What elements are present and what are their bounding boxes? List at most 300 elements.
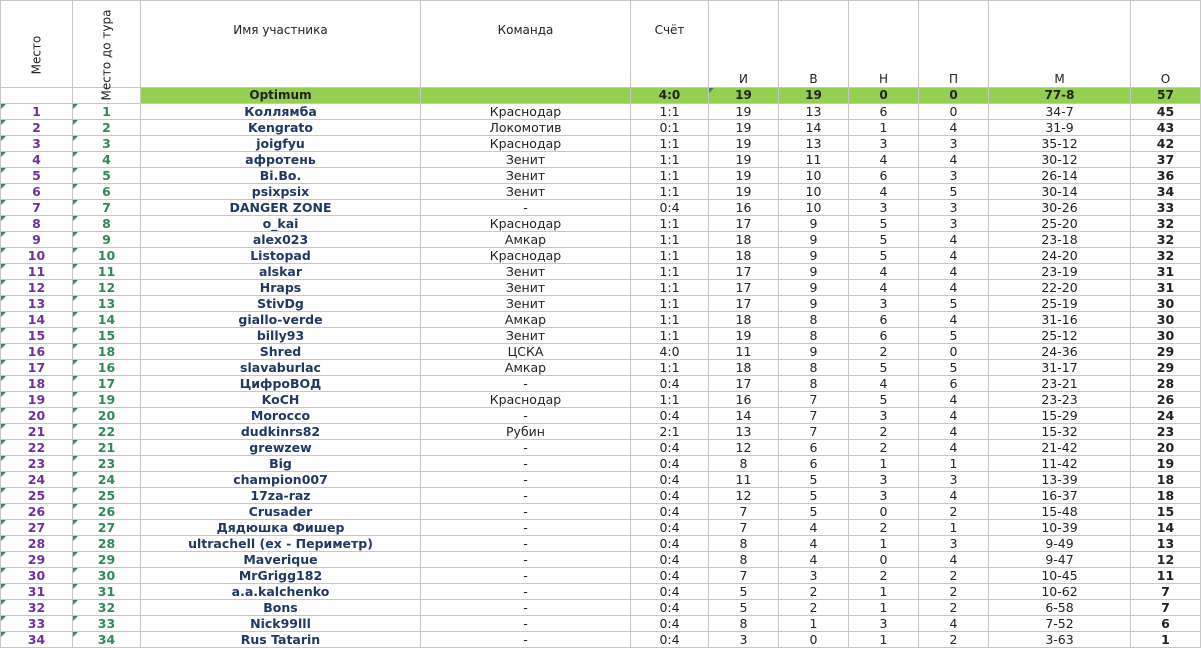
row-draws: 5 bbox=[849, 216, 919, 232]
row-points: 20 bbox=[1131, 440, 1201, 456]
row-prev-place: 6 bbox=[73, 184, 141, 200]
row-prev-place: 1 bbox=[73, 104, 141, 120]
row-games: 17 bbox=[709, 280, 779, 296]
row-team: - bbox=[421, 568, 631, 584]
row-name: Morocco bbox=[141, 408, 421, 424]
row-prev-place: 20 bbox=[73, 408, 141, 424]
row-place: 31 bbox=[1, 584, 73, 600]
row-name: Коллямба bbox=[141, 104, 421, 120]
row-team: ЦСКА bbox=[421, 344, 631, 360]
row-points: 34 bbox=[1131, 184, 1201, 200]
header-place bbox=[1, 1, 73, 88]
row-score: 1:1 bbox=[631, 168, 709, 184]
row-score: 0:4 bbox=[631, 440, 709, 456]
row-points: 31 bbox=[1131, 264, 1201, 280]
row-games: 19 bbox=[709, 136, 779, 152]
header-wins: В bbox=[779, 1, 849, 88]
table-row bbox=[1, 520, 1201, 536]
row-team: - bbox=[421, 632, 631, 648]
row-goals: 15-29 bbox=[989, 408, 1131, 424]
row-points: 30 bbox=[1131, 296, 1201, 312]
row-wins: 9 bbox=[779, 248, 849, 264]
row-games: 19 bbox=[709, 328, 779, 344]
row-goals: 15-48 bbox=[989, 504, 1131, 520]
row-team: - bbox=[421, 456, 631, 472]
row-draws: 2 bbox=[849, 440, 919, 456]
row-prev-place: 21 bbox=[73, 440, 141, 456]
row-team: Локомотив bbox=[421, 120, 631, 136]
row-wins: 1 bbox=[779, 616, 849, 632]
row-losses: 4 bbox=[919, 424, 989, 440]
row-place: 27 bbox=[1, 520, 73, 536]
row-points: 12 bbox=[1131, 552, 1201, 568]
row-score: 0:4 bbox=[631, 408, 709, 424]
table-row bbox=[1, 360, 1201, 376]
row-score: 0:4 bbox=[631, 504, 709, 520]
row-draws: 6 bbox=[849, 312, 919, 328]
row-score: 0:4 bbox=[631, 632, 709, 648]
row-games: 7 bbox=[709, 568, 779, 584]
row-score: 0:4 bbox=[631, 600, 709, 616]
row-name: giallo-verde bbox=[141, 312, 421, 328]
row-prev-place: 16 bbox=[73, 360, 141, 376]
row-goals: 25-19 bbox=[989, 296, 1131, 312]
row-goals: 23-23 bbox=[989, 392, 1131, 408]
row-wins: 10 bbox=[779, 184, 849, 200]
row-place: 6 bbox=[1, 184, 73, 200]
row-losses: 4 bbox=[919, 552, 989, 568]
row-losses: 5 bbox=[919, 184, 989, 200]
row-wins: 6 bbox=[779, 456, 849, 472]
row-points: 42 bbox=[1131, 136, 1201, 152]
table-row bbox=[1, 552, 1201, 568]
table-row bbox=[1, 104, 1201, 120]
row-place: 10 bbox=[1, 248, 73, 264]
row-score: 1:1 bbox=[631, 104, 709, 120]
row-games: 18 bbox=[709, 360, 779, 376]
row-name: Bons bbox=[141, 600, 421, 616]
row-name: Crusader bbox=[141, 504, 421, 520]
row-prev-place: 33 bbox=[73, 616, 141, 632]
table-row bbox=[1, 568, 1201, 584]
row-draws: 3 bbox=[849, 488, 919, 504]
row-draws: 5 bbox=[849, 248, 919, 264]
row-games: 19 bbox=[709, 104, 779, 120]
row-draws: 1 bbox=[849, 584, 919, 600]
row-name: champion007 bbox=[141, 472, 421, 488]
row-wins: 3 bbox=[779, 568, 849, 584]
row-goals: 30-12 bbox=[989, 152, 1131, 168]
row-prev-place: 17 bbox=[73, 376, 141, 392]
row-draws: 4 bbox=[849, 184, 919, 200]
row-score: 0:1 bbox=[631, 120, 709, 136]
row-score: 0:4 bbox=[631, 616, 709, 632]
row-name: slavaburlac bbox=[141, 360, 421, 376]
row-score: 1:1 bbox=[631, 360, 709, 376]
row-draws: 3 bbox=[849, 616, 919, 632]
table-row bbox=[1, 536, 1201, 552]
row-points: 36 bbox=[1131, 168, 1201, 184]
table-row bbox=[1, 216, 1201, 232]
row-losses: 4 bbox=[919, 232, 989, 248]
row-place: 25 bbox=[1, 488, 73, 504]
row-losses: 3 bbox=[919, 168, 989, 184]
row-games: 18 bbox=[709, 312, 779, 328]
table-row bbox=[1, 408, 1201, 424]
row-score: 1:1 bbox=[631, 392, 709, 408]
row-place: 18 bbox=[1, 376, 73, 392]
row-games: 19 bbox=[709, 120, 779, 136]
row-points: 19 bbox=[1131, 456, 1201, 472]
row-wins: 6 bbox=[779, 440, 849, 456]
table-row bbox=[1, 616, 1201, 632]
table-row bbox=[1, 392, 1201, 408]
row-goals: 25-20 bbox=[989, 216, 1131, 232]
row-wins: 9 bbox=[779, 216, 849, 232]
row-team: Краснодар bbox=[421, 136, 631, 152]
row-goals: 35-12 bbox=[989, 136, 1131, 152]
header-prev-place bbox=[73, 1, 141, 101]
row-games: 8 bbox=[709, 536, 779, 552]
row-score: 0:4 bbox=[631, 584, 709, 600]
row-place: 26 bbox=[1, 504, 73, 520]
row-prev-place: 24 bbox=[73, 472, 141, 488]
row-goals: 21-42 bbox=[989, 440, 1131, 456]
row-wins: 9 bbox=[779, 296, 849, 312]
row-points: 24 bbox=[1131, 408, 1201, 424]
table-row bbox=[1, 120, 1201, 136]
row-losses: 4 bbox=[919, 616, 989, 632]
row-games: 8 bbox=[709, 456, 779, 472]
row-team: - bbox=[421, 552, 631, 568]
row-wins: 8 bbox=[779, 376, 849, 392]
row-goals: 31-9 bbox=[989, 120, 1131, 136]
row-losses: 3 bbox=[919, 472, 989, 488]
leader-games: 19 bbox=[709, 88, 779, 104]
row-name: DANGER ZONE bbox=[141, 200, 421, 216]
row-losses: 2 bbox=[919, 632, 989, 648]
row-games: 5 bbox=[709, 600, 779, 616]
row-wins: 9 bbox=[779, 264, 849, 280]
row-points: 7 bbox=[1131, 600, 1201, 616]
row-prev-place: 23 bbox=[73, 456, 141, 472]
row-goals: 24-20 bbox=[989, 248, 1131, 264]
row-points: 33 bbox=[1131, 200, 1201, 216]
row-losses: 5 bbox=[919, 296, 989, 312]
row-games: 11 bbox=[709, 344, 779, 360]
leader-draws: 0 bbox=[849, 88, 919, 104]
row-team: Зенит bbox=[421, 168, 631, 184]
row-losses: 3 bbox=[919, 536, 989, 552]
table-row bbox=[1, 472, 1201, 488]
row-prev-place: 8 bbox=[73, 216, 141, 232]
row-team: - bbox=[421, 440, 631, 456]
row-losses: 6 bbox=[919, 376, 989, 392]
row-points: 7 bbox=[1131, 584, 1201, 600]
row-name: Listopad bbox=[141, 248, 421, 264]
row-name: 17za-raz bbox=[141, 488, 421, 504]
row-draws: 1 bbox=[849, 536, 919, 552]
row-prev-place: 22 bbox=[73, 424, 141, 440]
row-wins: 14 bbox=[779, 120, 849, 136]
row-points: 32 bbox=[1131, 232, 1201, 248]
table-row bbox=[1, 280, 1201, 296]
row-team: Амкар bbox=[421, 232, 631, 248]
row-team: - bbox=[421, 584, 631, 600]
row-points: 26 bbox=[1131, 392, 1201, 408]
row-points: 43 bbox=[1131, 120, 1201, 136]
row-losses: 4 bbox=[919, 440, 989, 456]
row-losses: 5 bbox=[919, 328, 989, 344]
leader-team bbox=[421, 88, 631, 104]
row-goals: 30-26 bbox=[989, 200, 1131, 216]
leader-score: 4:0 bbox=[631, 88, 709, 104]
row-name: Nick99lll bbox=[141, 616, 421, 632]
row-team: - bbox=[421, 504, 631, 520]
row-draws: 2 bbox=[849, 424, 919, 440]
row-name: KoCH bbox=[141, 392, 421, 408]
row-goals: 15-32 bbox=[989, 424, 1131, 440]
row-score: 1:1 bbox=[631, 312, 709, 328]
row-draws: 4 bbox=[849, 376, 919, 392]
row-losses: 4 bbox=[919, 152, 989, 168]
row-score: 0:4 bbox=[631, 552, 709, 568]
row-team: Краснодар bbox=[421, 216, 631, 232]
row-name: psixpsix bbox=[141, 184, 421, 200]
row-score: 0:4 bbox=[631, 488, 709, 504]
row-games: 19 bbox=[709, 184, 779, 200]
row-draws: 2 bbox=[849, 568, 919, 584]
row-name: dudkinrs82 bbox=[141, 424, 421, 440]
row-points: 30 bbox=[1131, 328, 1201, 344]
row-score: 0:4 bbox=[631, 472, 709, 488]
row-points: 1 bbox=[1131, 632, 1201, 648]
row-games: 5 bbox=[709, 584, 779, 600]
row-place: 33 bbox=[1, 616, 73, 632]
row-place: 23 bbox=[1, 456, 73, 472]
table-row bbox=[1, 328, 1201, 344]
row-prev-place: 19 bbox=[73, 392, 141, 408]
row-prev-place: 10 bbox=[73, 248, 141, 264]
row-losses: 3 bbox=[919, 216, 989, 232]
row-losses: 2 bbox=[919, 584, 989, 600]
row-team: Рубин bbox=[421, 424, 631, 440]
row-name: Rus Tatarin bbox=[141, 632, 421, 648]
row-place: 11 bbox=[1, 264, 73, 280]
header-points: О bbox=[1131, 1, 1201, 88]
row-goals: 31-16 bbox=[989, 312, 1131, 328]
table-row bbox=[1, 344, 1201, 360]
table-row bbox=[1, 376, 1201, 392]
row-wins: 7 bbox=[779, 408, 849, 424]
row-wins: 11 bbox=[779, 152, 849, 168]
header-name: Имя участника bbox=[141, 1, 421, 88]
row-points: 31 bbox=[1131, 280, 1201, 296]
row-losses: 3 bbox=[919, 200, 989, 216]
row-draws: 4 bbox=[849, 264, 919, 280]
row-team: Зенит bbox=[421, 264, 631, 280]
row-points: 37 bbox=[1131, 152, 1201, 168]
row-draws: 1 bbox=[849, 120, 919, 136]
table-row bbox=[1, 264, 1201, 280]
row-team: - bbox=[421, 376, 631, 392]
table-row bbox=[1, 424, 1201, 440]
row-team: - bbox=[421, 600, 631, 616]
row-prev-place: 11 bbox=[73, 264, 141, 280]
row-draws: 0 bbox=[849, 504, 919, 520]
row-name: ultrachell (ex - Периметр) bbox=[141, 536, 421, 552]
row-wins: 5 bbox=[779, 488, 849, 504]
row-team: Амкар bbox=[421, 360, 631, 376]
leader-row bbox=[1, 88, 1201, 104]
row-wins: 2 bbox=[779, 600, 849, 616]
row-prev-place: 34 bbox=[73, 632, 141, 648]
row-wins: 4 bbox=[779, 552, 849, 568]
row-draws: 2 bbox=[849, 344, 919, 360]
row-draws: 1 bbox=[849, 632, 919, 648]
row-wins: 8 bbox=[779, 328, 849, 344]
row-place: 4 bbox=[1, 152, 73, 168]
row-team: - bbox=[421, 536, 631, 552]
row-games: 17 bbox=[709, 216, 779, 232]
row-games: 7 bbox=[709, 520, 779, 536]
row-place: 24 bbox=[1, 472, 73, 488]
row-goals: 24-36 bbox=[989, 344, 1131, 360]
row-score: 1:1 bbox=[631, 136, 709, 152]
row-goals: 23-19 bbox=[989, 264, 1131, 280]
row-place: 14 bbox=[1, 312, 73, 328]
row-score: 1:1 bbox=[631, 184, 709, 200]
row-losses: 4 bbox=[919, 408, 989, 424]
row-team: - bbox=[421, 520, 631, 536]
row-goals: 13-39 bbox=[989, 472, 1131, 488]
row-games: 19 bbox=[709, 152, 779, 168]
row-name: MrGrigg182 bbox=[141, 568, 421, 584]
row-goals: 26-14 bbox=[989, 168, 1131, 184]
row-games: 12 bbox=[709, 488, 779, 504]
table-row bbox=[1, 600, 1201, 616]
row-prev-place: 3 bbox=[73, 136, 141, 152]
row-wins: 8 bbox=[779, 360, 849, 376]
row-score: 0:4 bbox=[631, 376, 709, 392]
row-name: alex023 bbox=[141, 232, 421, 248]
row-games: 8 bbox=[709, 616, 779, 632]
row-losses: 4 bbox=[919, 392, 989, 408]
row-goals: 16-37 bbox=[989, 488, 1131, 504]
row-draws: 5 bbox=[849, 232, 919, 248]
row-points: 32 bbox=[1131, 248, 1201, 264]
row-score: 4:0 bbox=[631, 344, 709, 360]
row-place: 16 bbox=[1, 344, 73, 360]
row-points: 32 bbox=[1131, 216, 1201, 232]
row-score: 0:4 bbox=[631, 568, 709, 584]
leader-name: Optimum bbox=[141, 88, 421, 104]
row-draws: 3 bbox=[849, 296, 919, 312]
row-place: 17 bbox=[1, 360, 73, 376]
row-draws: 4 bbox=[849, 152, 919, 168]
row-prev-place: 7 bbox=[73, 200, 141, 216]
table-row bbox=[1, 232, 1201, 248]
row-score: 0:4 bbox=[631, 536, 709, 552]
row-losses: 4 bbox=[919, 312, 989, 328]
row-goals: 11-42 bbox=[989, 456, 1131, 472]
row-goals: 7-52 bbox=[989, 616, 1131, 632]
row-name: Bi.Bo. bbox=[141, 168, 421, 184]
row-points: 29 bbox=[1131, 344, 1201, 360]
row-points: 23 bbox=[1131, 424, 1201, 440]
row-games: 13 bbox=[709, 424, 779, 440]
row-losses: 2 bbox=[919, 600, 989, 616]
row-prev-place: 12 bbox=[73, 280, 141, 296]
row-losses: 1 bbox=[919, 456, 989, 472]
row-score: 0:4 bbox=[631, 520, 709, 536]
table-row bbox=[1, 152, 1201, 168]
row-name: StivDg bbox=[141, 296, 421, 312]
row-goals: 6-58 bbox=[989, 600, 1131, 616]
leader-points: 57 bbox=[1131, 88, 1201, 104]
row-points: 13 bbox=[1131, 536, 1201, 552]
row-prev-place: 15 bbox=[73, 328, 141, 344]
row-place: 34 bbox=[1, 632, 73, 648]
row-points: 15 bbox=[1131, 504, 1201, 520]
row-games: 8 bbox=[709, 552, 779, 568]
row-team: - bbox=[421, 488, 631, 504]
row-goals: 31-17 bbox=[989, 360, 1131, 376]
row-games: 16 bbox=[709, 200, 779, 216]
row-wins: 4 bbox=[779, 520, 849, 536]
row-losses: 3 bbox=[919, 136, 989, 152]
row-name: Big bbox=[141, 456, 421, 472]
row-wins: 10 bbox=[779, 168, 849, 184]
row-draws: 5 bbox=[849, 360, 919, 376]
row-goals: 30-14 bbox=[989, 184, 1131, 200]
row-name: афротень bbox=[141, 152, 421, 168]
row-wins: 4 bbox=[779, 536, 849, 552]
row-prev-place: 2 bbox=[73, 120, 141, 136]
row-prev-place: 5 bbox=[73, 168, 141, 184]
row-points: 18 bbox=[1131, 472, 1201, 488]
standings-body bbox=[1, 104, 1201, 648]
header-team: Команда bbox=[421, 1, 631, 88]
row-losses: 4 bbox=[919, 120, 989, 136]
row-goals: 10-39 bbox=[989, 520, 1131, 536]
row-draws: 6 bbox=[849, 328, 919, 344]
row-team: - bbox=[421, 616, 631, 632]
header-prev-place-label: Место до тура bbox=[99, 9, 113, 101]
table-row bbox=[1, 488, 1201, 504]
row-wins: 8 bbox=[779, 312, 849, 328]
row-games: 7 bbox=[709, 504, 779, 520]
row-wins: 0 bbox=[779, 632, 849, 648]
table-row bbox=[1, 584, 1201, 600]
row-name: Maverique bbox=[141, 552, 421, 568]
row-draws: 3 bbox=[849, 472, 919, 488]
row-prev-place: 32 bbox=[73, 600, 141, 616]
row-prev-place: 25 bbox=[73, 488, 141, 504]
row-score: 0:4 bbox=[631, 456, 709, 472]
row-place: 21 bbox=[1, 424, 73, 440]
row-place: 13 bbox=[1, 296, 73, 312]
row-losses: 2 bbox=[919, 504, 989, 520]
row-draws: 5 bbox=[849, 392, 919, 408]
row-place: 5 bbox=[1, 168, 73, 184]
row-draws: 1 bbox=[849, 600, 919, 616]
row-prev-place: 14 bbox=[73, 312, 141, 328]
row-draws: 6 bbox=[849, 104, 919, 120]
row-losses: 4 bbox=[919, 248, 989, 264]
row-goals: 23-21 bbox=[989, 376, 1131, 392]
table-row bbox=[1, 312, 1201, 328]
